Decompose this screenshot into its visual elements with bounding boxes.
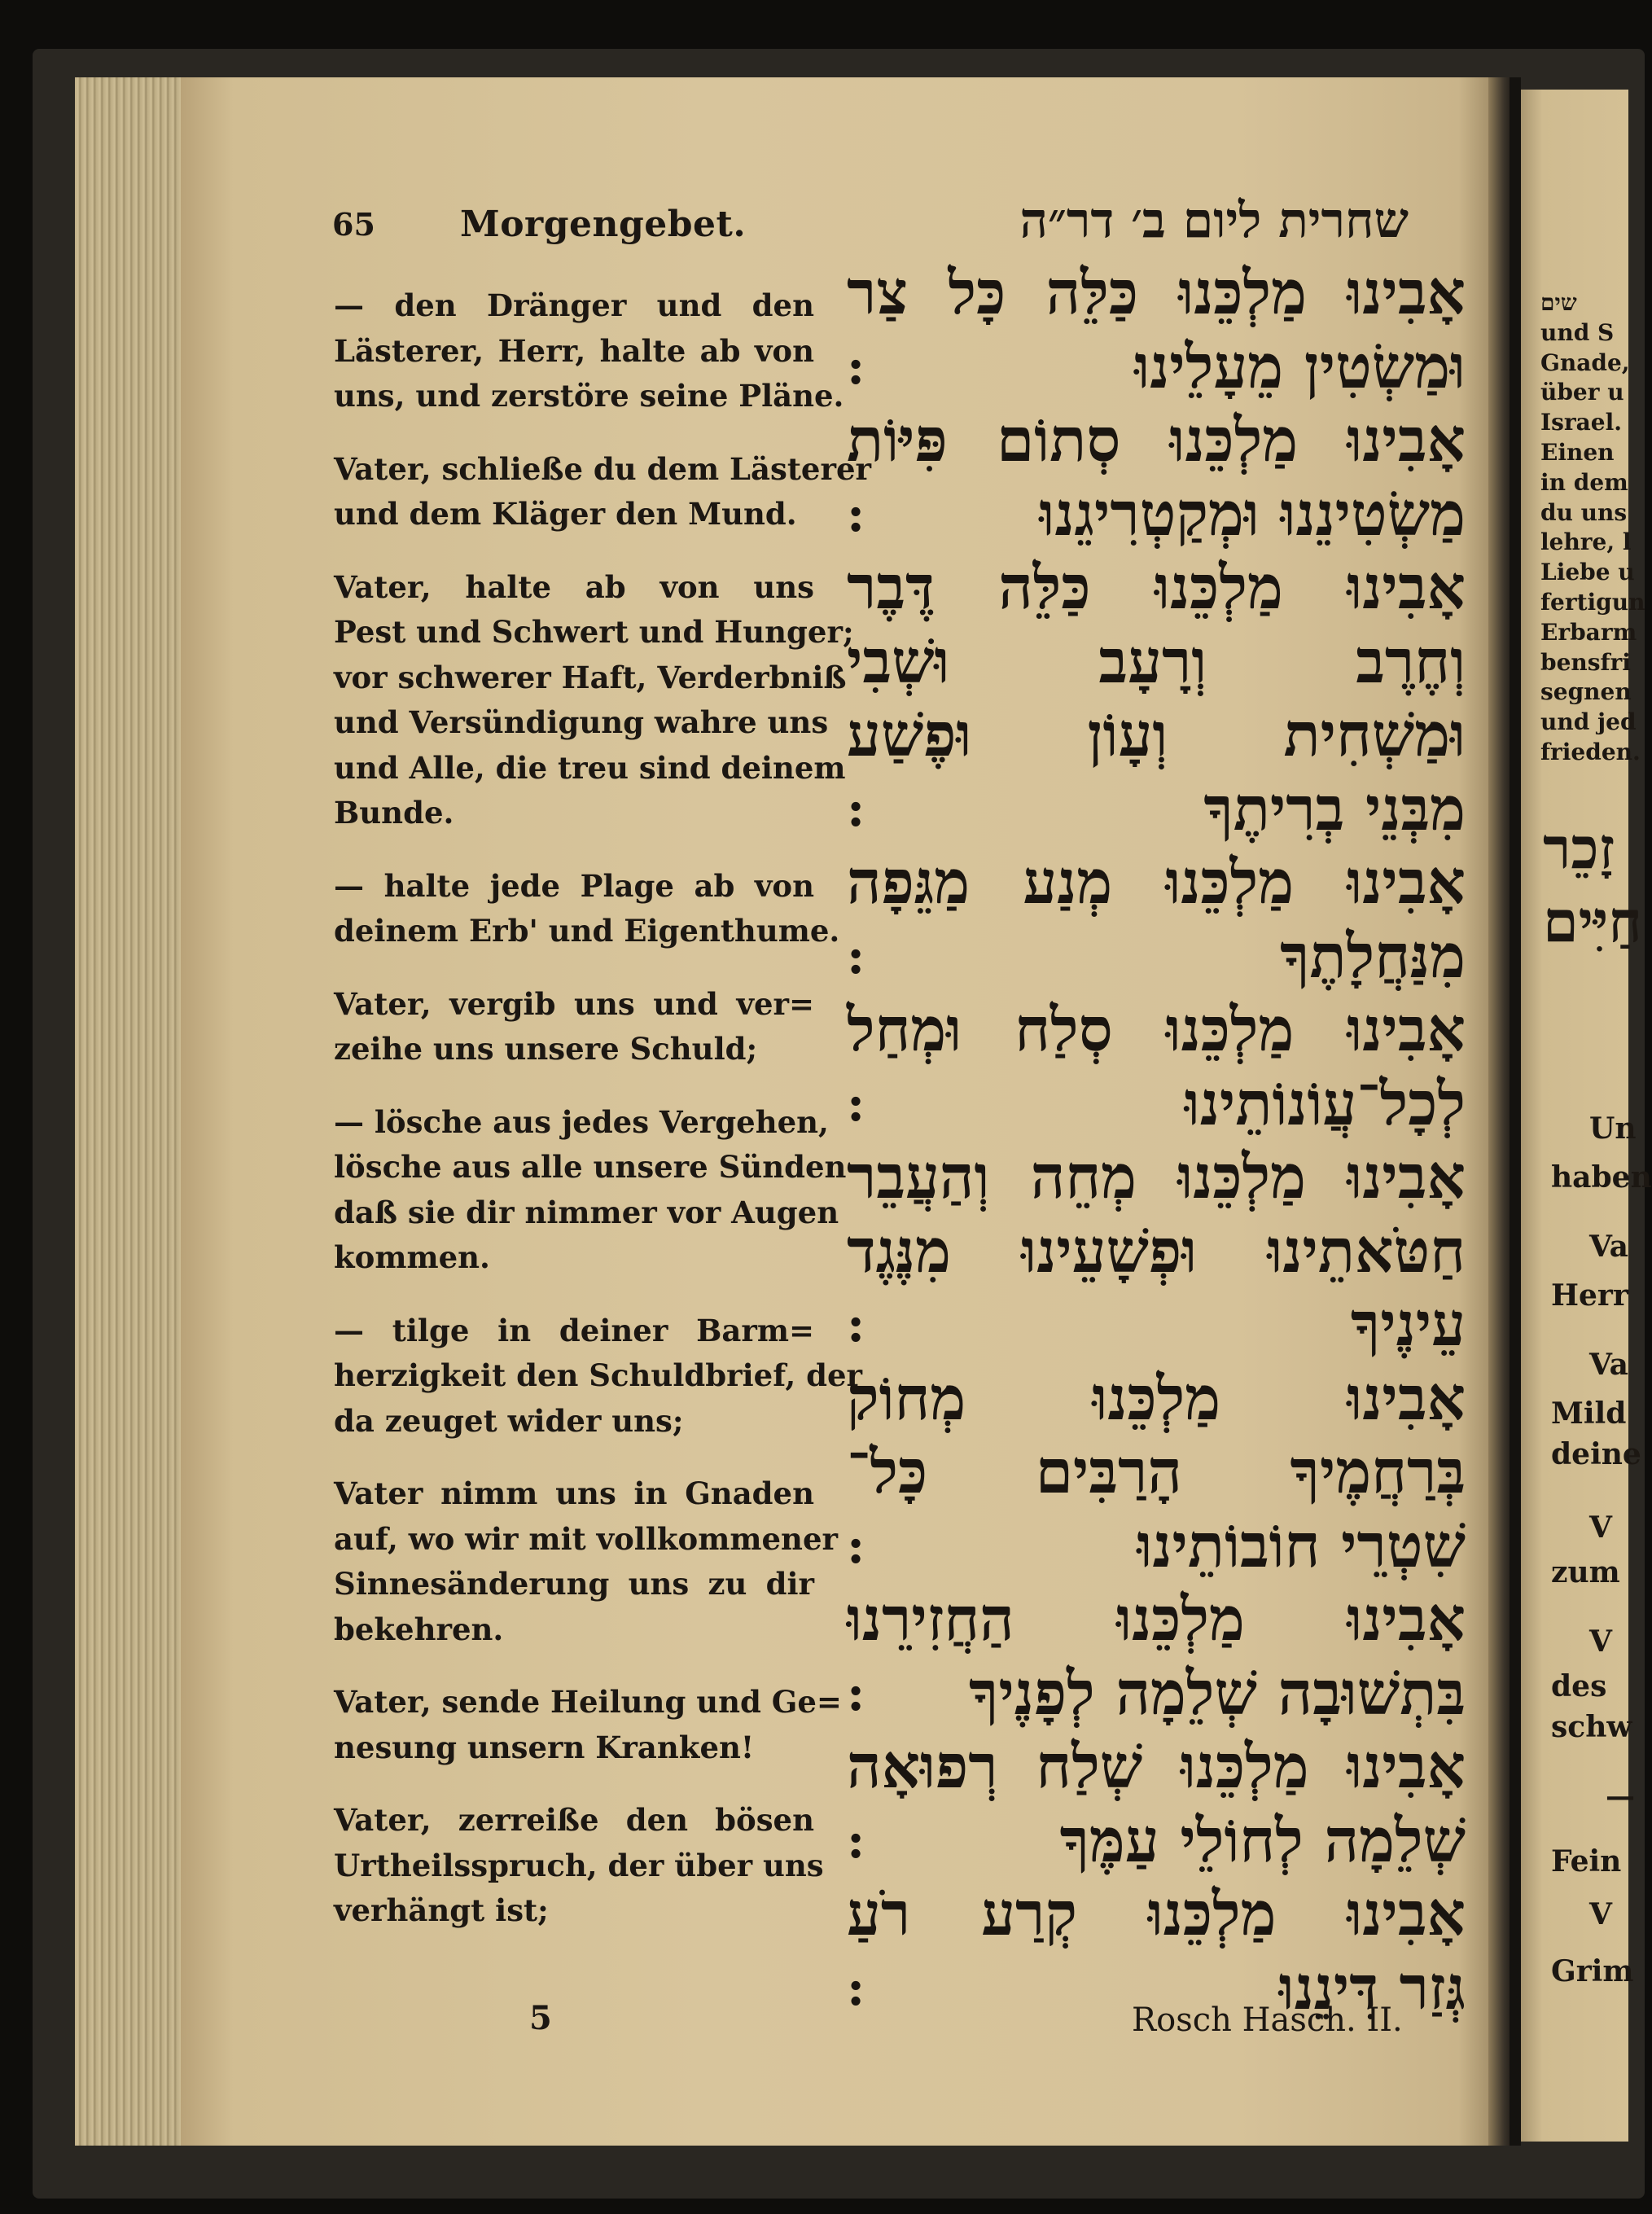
hebrew-line-text: עֵינֶיךָ [1350,1290,1466,1360]
hebrew-line [847,1288,1466,1362]
next-page-text-fragment: zum [1551,1555,1620,1589]
german-line: Vater nimm uns in Gnaden [334,1475,814,1511]
german-line: nesung unsern Kranken! [334,1729,755,1765]
german-line: auf, wo wir mit vollkommener [334,1520,838,1557]
hebrew-line [847,920,1466,994]
hebrew-line-text: אָבִינוּ מַלְכֵּנוּ כַּלֵּה דֶּבֶר [847,553,1466,623]
page-edges [75,77,182,2146]
german-line: und Versündigung wahre uns [334,704,829,740]
hebrew-line [847,331,1466,405]
hebrew-line [847,1804,1466,1879]
german-line: — den Dränger und den [334,287,814,323]
hebrew-line-text: שְׁלֵמָה לְחוֹלֵי עַמֶּךָ [1059,1805,1466,1876]
hebrew-line [847,846,1466,920]
german-paragraph [334,1471,838,1652]
next-page-text-fragment: V [1589,1624,1612,1659]
next-page-text-fragment: שים [1540,289,1577,316]
german-paragraph [334,1309,862,1445]
page-number: 65 [332,206,375,243]
hebrew-line-text: אָבִינוּ מַלְכֵּנוּ הַחֲזִירֵנוּ [847,1585,1466,1655]
german-running-head: Morgengebet. [460,204,747,245]
hebrew-line-text: בְּרַחֲמֶיךָ הָרַבִּים כָּל־ [847,1437,1466,1507]
hebrew-line [847,1510,1466,1584]
next-page-text-fragment: Mild [1551,1396,1627,1431]
next-page-text-fragment: du uns [1540,498,1628,526]
next-page-text-fragment: frieden. [1540,739,1641,765]
german-paragraph [334,982,814,1072]
german-line: kommen. [334,1239,490,1275]
german-line: lösche aus alle unsere Sünden [334,1149,847,1185]
next-page-text-fragment: lehre, l [1540,528,1632,556]
next-page-text-fragment: haben [1551,1160,1652,1195]
hebrew-line [847,1878,1466,1952]
sof-pasuk-mark: : [847,338,865,396]
german-line: vor schwerer Haft, Verderbniß [334,659,847,695]
german-line: Bunde. [334,795,454,831]
next-page-hebrew-fragment: חַיִּים [1543,888,1642,955]
sof-pasuk-mark: : [847,1075,865,1133]
next-page-text-fragment: Va [1589,1230,1628,1264]
hebrew-line-text: וְחֶרֶב וְרָעָב וּשְׁבִי [847,626,1466,697]
hebrew-line [847,1657,1466,1731]
sof-pasuk-mark: : [847,780,865,838]
german-line: Pest und Schwert und Hunger; [334,614,854,650]
hebrew-line [847,551,1466,625]
sof-pasuk-mark: : [847,1812,865,1870]
sof-pasuk-mark: : [847,1517,865,1575]
signature-mark: 5 [529,1999,552,2037]
hebrew-line [847,1068,1466,1142]
hebrew-line [847,1730,1466,1804]
german-line: Lästerer, Herr, halte ab von [334,332,814,369]
next-page-text-fragment: Herr [1551,1278,1628,1313]
hebrew-line-text: אָבִינוּ מַלְכֵּנוּ מְחוֹק [847,1363,1466,1434]
hebrew-line [847,1141,1466,1215]
next-page-text-fragment: Israel. [1540,409,1622,436]
hebrew-line-text: בִּתְשׁוּבָה שְׁלֵמָה לְפָנֶיךָ [969,1658,1466,1729]
german-line: deinem Erb' und Eigenthume. [334,913,840,949]
next-page-text-fragment: V [1589,1510,1612,1545]
next-page-text-fragment: bensfri [1540,648,1631,676]
hebrew-line [847,993,1466,1068]
next-page-text-fragment: des [1551,1669,1607,1703]
hebrew-line-text: אָבִינוּ מַלְכֵּנוּ שְׁלַח רְפוּאָה [847,1732,1466,1802]
hebrew-line-text: גְּזַר דִּינֵנוּ [1278,1953,1466,2023]
next-page-text-fragment: Gnade, [1540,349,1630,376]
hebrew-line-text: אָבִינוּ מַלְכֵּנוּ סְלַח וּמְחַל [847,995,1466,1065]
german-line: verhängt ist; [334,1892,549,1928]
german-line: Vater, schließe du dem Lästerer [334,450,872,487]
german-paragraph [334,1680,842,1770]
next-page-text-fragment: schw [1551,1710,1632,1744]
german-line: — lösche aus jedes Vergehen, [334,1103,829,1140]
hebrew-line [847,625,1466,699]
german-line: bekehren. [334,1611,504,1647]
german-line: da zeuget wider uns; [334,1402,684,1439]
sof-pasuk-mark: : [847,1296,865,1353]
hebrew-line-text: לְכָל־עֲוֹנוֹתֵינוּ [1184,1068,1466,1139]
next-page-text-fragment: Fein [1551,1844,1622,1879]
hebrew-line-text: אָבִינוּ מַלְכֵּנוּ סְתוֹם פִּיּוֹת [847,406,1466,476]
next-page-text-fragment: Va [1589,1348,1628,1382]
hebrew-line-text: אָבִינוּ מַלְכֵּנוּ מְחֵה וְהַעֲבֵר [847,1142,1466,1212]
german-line: und dem Kläger den Mund. [334,496,797,532]
next-page-text-fragment: Grim [1551,1954,1634,1988]
german-paragraph [334,864,840,954]
next-page-hebrew-fragment: זָכֵר [1543,814,1615,882]
sof-pasuk-mark: : [847,485,865,543]
next-page-text-fragment: segnen [1540,678,1632,706]
next-page-text-fragment: und jed [1540,708,1637,736]
hebrew-line-text: אָבִינוּ מַלְכֵּנוּ קְרַע רֹעַ [847,1879,1466,1949]
german-line: und Alle, die treu sind deinem [334,749,846,786]
next-page-text-fragment: über u [1540,379,1624,406]
hebrew-line-text: אָבִינוּ מַלְכֵּנוּ כַּלֵּה כָּל צַר [847,258,1466,328]
german-line: — halte jede Plage ab von [334,867,814,904]
next-page-text-fragment: Liebe u [1540,559,1635,586]
german-paragraph [334,447,872,537]
german-line: Vater, vergib uns und ver= [334,985,814,1022]
german-line: Vater, zerreiße den bösen [334,1802,814,1838]
hebrew-line [847,478,1466,552]
hebrew-line-text: מִנַּחֲלָתֶךָ [1280,921,1466,992]
hebrew-line-text: וּמַשְׂטִין מֵעָלֵינוּ [1134,331,1466,402]
next-page-text-fragment: deine [1551,1437,1641,1471]
hebrew-line-text: חַטֹּאתֵינוּ וּפְשָׁעֵינוּ מִנֶּגֶד [847,1216,1466,1287]
german-paragraph [334,283,844,419]
german-line: herzigkeit den Schuldbrief, der [334,1357,862,1393]
hebrew-line [847,404,1466,478]
german-line: daß sie dir nimmer vor Augen [334,1194,839,1230]
german-line: — tilge in deiner Barm= [334,1312,814,1348]
german-line: Sinnesänderung uns zu dir [334,1566,814,1602]
hebrew-line [847,1583,1466,1657]
sof-pasuk-mark: : [847,927,865,985]
footer-running-title: Rosch Hasch. II. [1132,2001,1403,2039]
hebrew-line [847,1362,1466,1436]
next-page-text-fragment: Einen [1540,439,1615,466]
german-translation-column [334,283,872,1962]
next-page-text-fragment: V [1589,1897,1612,1931]
next-page-text-fragment: fertigun [1540,589,1645,616]
hebrew-line-text: וּמַשְׁחִית וְעָוֹן וּפֶשַׁע [847,700,1466,770]
german-line: uns, und zerstöre seine Pläne. [334,378,844,414]
hebrew-line [847,699,1466,773]
hebrew-line-text: מִבְּנֵי בְרִיתֶךָ [1203,774,1466,844]
next-page-text-fragment: Erbarm [1540,618,1637,646]
gutter-shadow [1510,77,1521,2146]
hebrew-line [847,1215,1466,1289]
german-line: Urtheilsspruch, der über uns [334,1847,824,1883]
german-line: zeihe uns unsere Schuld; [334,1031,758,1067]
german-paragraph [334,565,854,836]
next-page-text-fragment: in dem [1540,468,1628,496]
hebrew-line-text: מַשְׂטִינֵנוּ וּמְקַטְרִיגֵנוּ [1039,479,1466,550]
german-line: Vater, halte ab von uns [334,568,814,605]
german-line: Vater, sende Heilung und Ge= [334,1684,842,1720]
hebrew-line [847,1436,1466,1510]
hebrew-prayer-column [847,256,1466,2025]
next-page-text-fragment: — [1606,1779,1635,1813]
hebrew-running-head: שחרית ליום ב׳ דר״ה [1019,192,1409,249]
german-paragraph [334,1100,847,1281]
german-paragraph [334,1798,824,1934]
next-page-text-fragment: Un [1589,1111,1637,1146]
hebrew-line-text: שִׁטְרֵי חוֹבוֹתֵינוּ [1137,1510,1466,1581]
hebrew-line [847,256,1466,331]
sof-pasuk-mark: : [847,1664,865,1722]
next-page-text-fragment: und S [1540,318,1615,346]
hebrew-line [847,773,1466,847]
sof-pasuk-mark: : [847,1959,865,2017]
hebrew-line-text: אָבִינוּ מַלְכֵּנוּ מְנַע מַגֵּפָה [847,848,1466,918]
